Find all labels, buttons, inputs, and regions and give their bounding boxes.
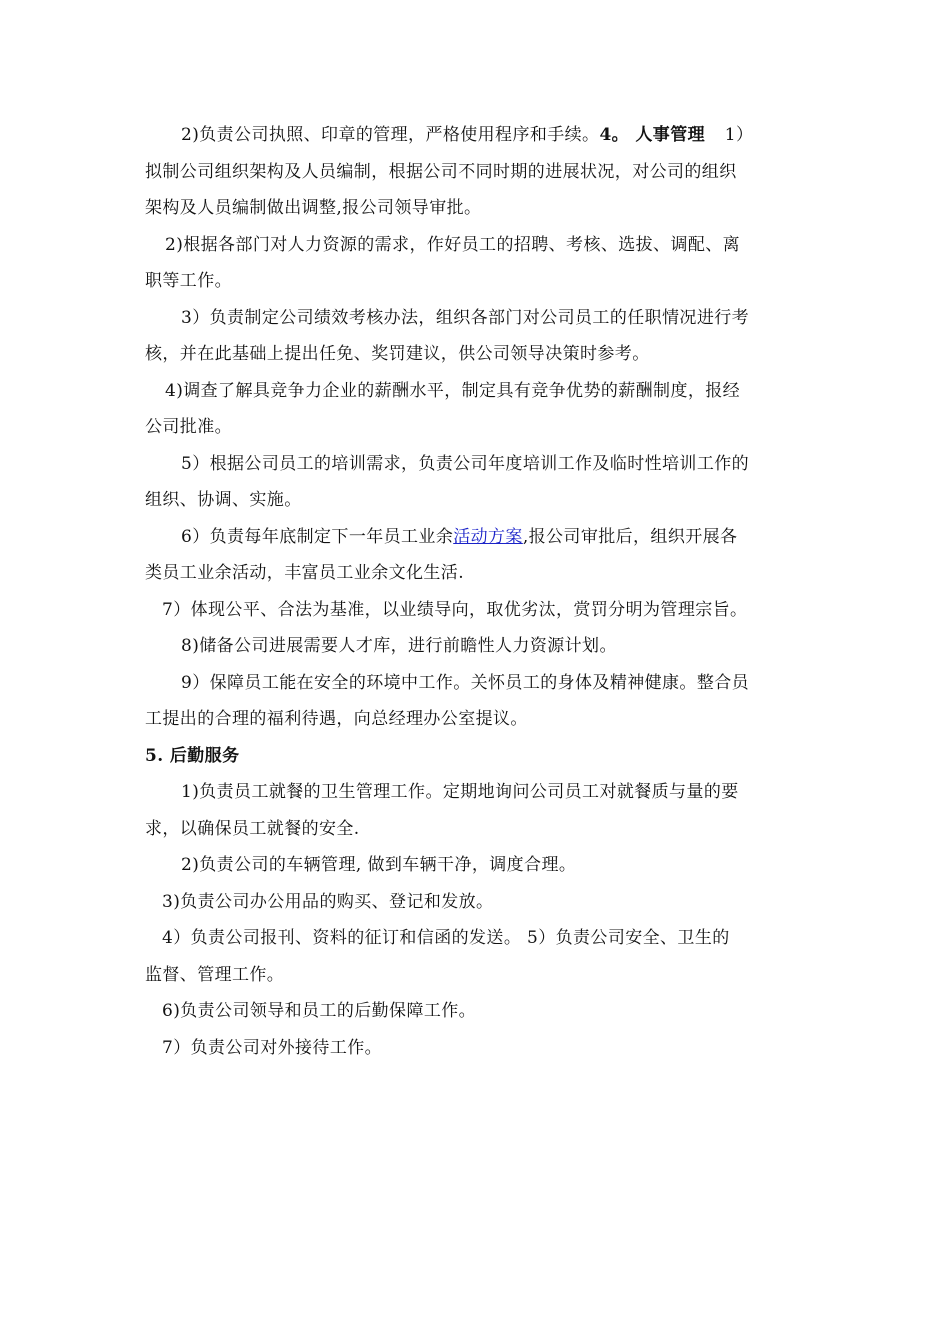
section-heading-hr: 4。 人事管理 [599,125,705,145]
paragraph-hr-8: 8)储备公司进展需要人才库，进行前瞻性人力资源计划。 [181,636,617,656]
paragraph-hr-5-line1: 5）根据公司员工的培训需求，负责公司年度培训工作及临时性培训工作的 [181,453,750,474]
paragraph-hr-3-line1: 3）负责制定公司绩效考核办法，组织各部门对公司员工的任职情况进行考 [181,307,750,328]
paragraph-logistics-4-line2: 监督、管理工作。 [145,964,285,985]
paragraph-logistics-2: 2)负责公司的车辆管理, 做到车辆干净，调度合理。 [181,855,577,875]
paragraph-hr-9-line2: 工提出的合理的福利待遇，向总经理办公室提议。 [145,709,528,729]
paragraph-logistics-7: 7）负责公司对外接待工作。 [162,1037,383,1058]
paragraph-hr-2-line2: 职等工作。 [145,271,232,291]
paragraph-hr-5-line2: 组织、协调、实施。 [145,490,302,510]
paragraph-license-seal-line1 [145,117,807,154]
paragraph-hr-4-line1: 4)调查了解具竞争力企业的薪酬水平，制定具有竞争优势的薪酬制度，报经 [165,380,741,401]
paragraph-logistics-1-line2: 求，以确保员工就餐的安全. [145,818,360,839]
paragraph-hr-4-line2: 公司批准。 [145,417,232,437]
section-heading-logistics: 5. 后勤服务 [145,745,240,766]
paragraph-logistics-3: 3)负责公司办公用品的购买、登记和发放。 [162,891,494,912]
paragraph-hr-2-line1: 2)根据各部门对人力资源的需求，作好员工的招聘、考核、选拔、调配、离 [165,234,741,255]
paragraph-hr-6-line1 [145,519,807,556]
paragraph-hr-1-line3: 架构及人员编制做出调整,报公司领导审批。 [145,198,482,218]
paragraph-hr-3-line2: 核，并在此基础上提出任免、奖罚建议，供公司领导决策时参考。 [145,344,650,364]
text-run: 6）负责每年底制定下一年员工业余 [181,526,454,547]
paragraph-hr-6-line2: 类员工业余活动，丰富员工业余文化生活. [145,563,465,583]
text-run: 1） [719,125,754,145]
paragraph-hr-9-line1: 9）保障员工能在安全的环境中工作。关怀员工的身体及精神健康。整合员 [181,672,750,693]
document-page [145,117,807,1066]
paragraph-logistics-4-line1: 4）负责公司报刊、资料的征订和信函的发送。 5）负责公司安全、卫生的 [162,928,730,948]
paragraph-logistics-6: 6)负责公司领导和员工的后勤保障工作。 [162,1001,477,1021]
paragraph-hr-1-line2: 拟制公司组织架构及人员编制，根据公司不同时期的进展状况，对公司的组织 [145,161,737,182]
text-run: 2)负责公司执照、印章的管理，严格使用程序和手续。 [181,125,600,145]
paragraph-hr-7: 7）体现公平、合法为基准，以业绩导向，取优劣汰，赏罚分明为管理宗旨。 [162,599,748,620]
paragraph-logistics-1-line1: 1)负责员工就餐的卫生管理工作。定期地询问公司员工对就餐质与量的要 [181,782,739,802]
text-run: ,报公司审批后，组织开展各 [522,526,738,547]
activity-plan-link[interactable]: 活动方案 [453,526,523,547]
